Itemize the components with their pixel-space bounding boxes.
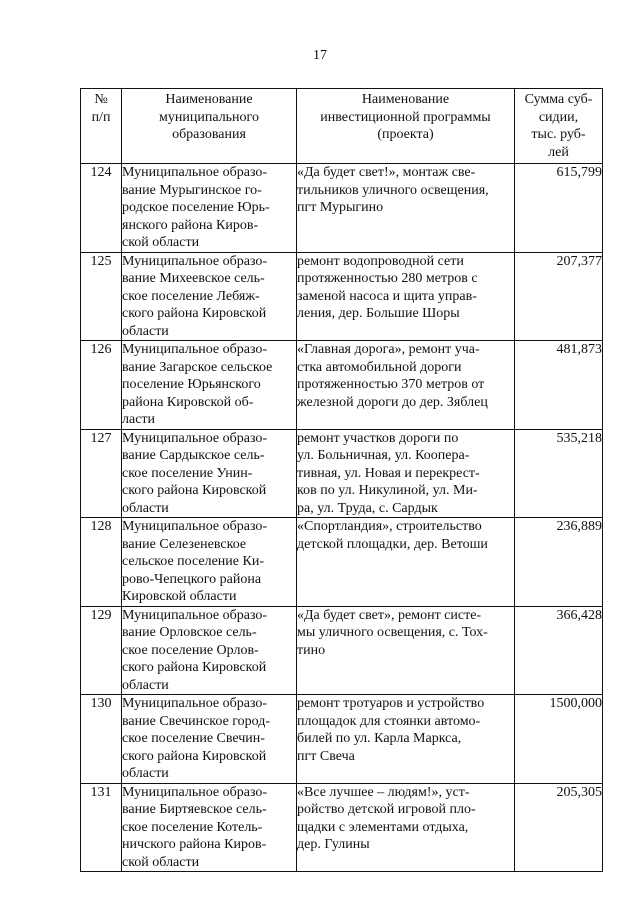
text-line: тыс. руб- [531,127,586,142]
text-line: вание Загарское сельское [122,359,273,375]
municipality-name [122,783,297,872]
program-name [297,783,515,872]
program-name [297,429,515,518]
text-line: ления, дер. Большие Шоры [297,306,460,321]
text-line: Муниципальное образо- [122,784,268,800]
text-line: тино [297,642,326,658]
text-line: детской площадки, дер. Ветоши [297,536,488,552]
municipality-name [122,164,297,253]
text-line: Муниципальное образо- [122,430,268,446]
municipality-name [122,695,297,784]
text-line: Муниципальное образо- [122,165,268,180]
text-line: Муниципальное образо- [122,342,268,357]
table-row [81,695,603,784]
text-line: вание Михеевское сель- [122,271,265,286]
text-line: образования [172,127,246,142]
table-body [81,164,603,872]
subsidy-amount: 1500,000 [515,695,603,784]
text-line: ское поселение Котель- [122,819,263,835]
text-line: вание Сардыкское сель- [122,448,265,463]
text-line: области [122,766,169,781]
row-number: 126 [81,341,122,430]
text-line: инвестиционной программы [320,109,491,125]
text-line: (проекта) [377,127,434,142]
subsidy-amount: 615,799 [515,164,603,253]
text-line: железной дороги до дер. Зяблец [297,394,488,410]
text-line: ройство детской игровой пло- [297,802,476,817]
text-line: Муниципальное образо- [122,696,268,711]
program-name [297,695,515,784]
text-line: ничского района Киров- [122,837,267,852]
program-name [297,164,515,253]
text-line: дер. Гулины [297,837,370,852]
text-line: поселение Юрьянского [122,377,261,392]
table-row [81,518,603,607]
text-line: муниципального [159,109,259,125]
text-line: № [94,92,108,107]
program-name [297,341,515,430]
text-line: ской области [122,854,200,870]
text-line: ское поселение Орлов- [122,642,259,658]
row-number: 131 [81,783,122,872]
subsidy-amount: 366,428 [515,606,603,695]
text-line: области [122,500,169,516]
row-number: 127 [81,429,122,518]
row-number: 125 [81,252,122,341]
table-row [81,164,603,253]
text-line: ремонт участков дороги по [297,430,459,446]
text-line: ремонт тротуаров и устройство [297,696,485,711]
row-number: 130 [81,695,122,784]
text-line: ского района Кировской [122,306,267,321]
text-line: вание Свечинское город- [122,713,271,729]
text-line: ков по ул. Никулиной, ул. Ми- [297,483,478,498]
subsidy-amount: 236,889 [515,518,603,607]
text-line: пгт Свеча [297,748,355,764]
text-line: родское поселение Юрь- [122,200,270,215]
text-line: области [122,323,169,339]
text-line: «Спортландия», строительство [297,519,482,534]
text-line: вание Селезеневское [122,536,247,552]
text-line: мы уличного освещения, с. Тох- [297,625,488,640]
program-name [297,518,515,607]
text-line: тильников уличного освещения, [297,182,489,198]
municipality-name [122,606,297,695]
header-num [81,89,122,164]
header-sum [515,89,603,164]
table-row [81,341,603,430]
text-line: Наименование [361,92,450,107]
text-line: янского района Киров- [122,217,259,233]
text-line: площадок для стоянки автомо- [297,713,481,729]
table-row [81,429,603,518]
text-line: вание Орловское сель- [122,625,257,640]
subsidy-amount: 205,305 [515,783,603,872]
text-line: сидии, [538,109,579,125]
text-line: района Кировской об- [122,394,254,410]
subsidy-table [80,88,603,872]
header-program [297,89,515,164]
text-line: вание Биртяевское сель- [122,802,267,817]
text-line: ремонт водопроводной сети [297,253,464,269]
text-line: заменой насоса и щита управ- [297,288,477,304]
text-line: области [122,677,169,693]
text-line: ул. Больничная, ул. Коопера- [297,448,470,463]
text-line: сельское поселение Ки- [122,554,264,569]
table-row [81,783,603,872]
text-line: ского района Кировской [122,748,267,764]
municipality-name [122,252,297,341]
table-header-row [81,89,603,164]
text-line: ского района Кировской [122,660,267,675]
municipality-name [122,429,297,518]
text-line: «Да будет свет», ремонт систе- [297,607,482,623]
text-line: щадки с элементами отдыха, [297,819,469,835]
text-line: «Да будет свет!», монтаж све- [297,165,476,180]
text-line: Муниципальное образо- [122,253,268,269]
program-name [297,252,515,341]
text-line: Сумма суб- [524,92,593,107]
text-line: Наименование [165,92,253,107]
text-line: «Главная дорога», ремонт уча- [297,342,480,357]
text-line: протяженностью 280 метров с [297,271,478,286]
row-number: 129 [81,606,122,695]
text-line: пгт Мурыгино [297,200,384,215]
text-line: ское поселение Лебяж- [122,288,260,304]
table-row [81,606,603,695]
municipality-name [122,341,297,430]
row-number: 124 [81,164,122,253]
municipality-name [122,518,297,607]
row-number: 128 [81,518,122,607]
text-line: ское поселение Унин- [122,465,253,481]
text-line: стка автомобильной дороги [297,359,462,375]
text-line: билей по ул. Карла Маркса, [297,731,462,746]
text-line: Кировской области [122,589,237,604]
subsidy-amount: 481,873 [515,341,603,430]
text-line: рово-Чепецкого района [122,571,262,587]
text-line: ское поселение Свечин- [122,731,265,746]
subsidy-amount: 207,377 [515,252,603,341]
text-line: Муниципальное образо- [122,607,268,623]
text-line: вание Мурыгинское го- [122,182,262,198]
page-number: 17 [313,48,327,63]
text-line: «Все лучшее – людям!», уст- [297,784,470,800]
text-line: тивная, ул. Новая и перекрест- [297,465,480,481]
subsidy-amount: 535,218 [515,429,603,518]
header-municipality [122,89,297,164]
text-line: п/п [91,109,111,125]
text-line: протяженностью 370 метров от [297,377,485,392]
text-line: ской области [122,235,200,250]
text-line: ра, ул. Труда, с. Сардык [297,500,438,516]
text-line: ского района Кировской [122,483,267,498]
text-line: лей [548,144,569,160]
program-name [297,606,515,695]
table-row [81,252,603,341]
text-line: ласти [122,412,156,427]
text-line: Муниципальное образо- [122,519,268,534]
